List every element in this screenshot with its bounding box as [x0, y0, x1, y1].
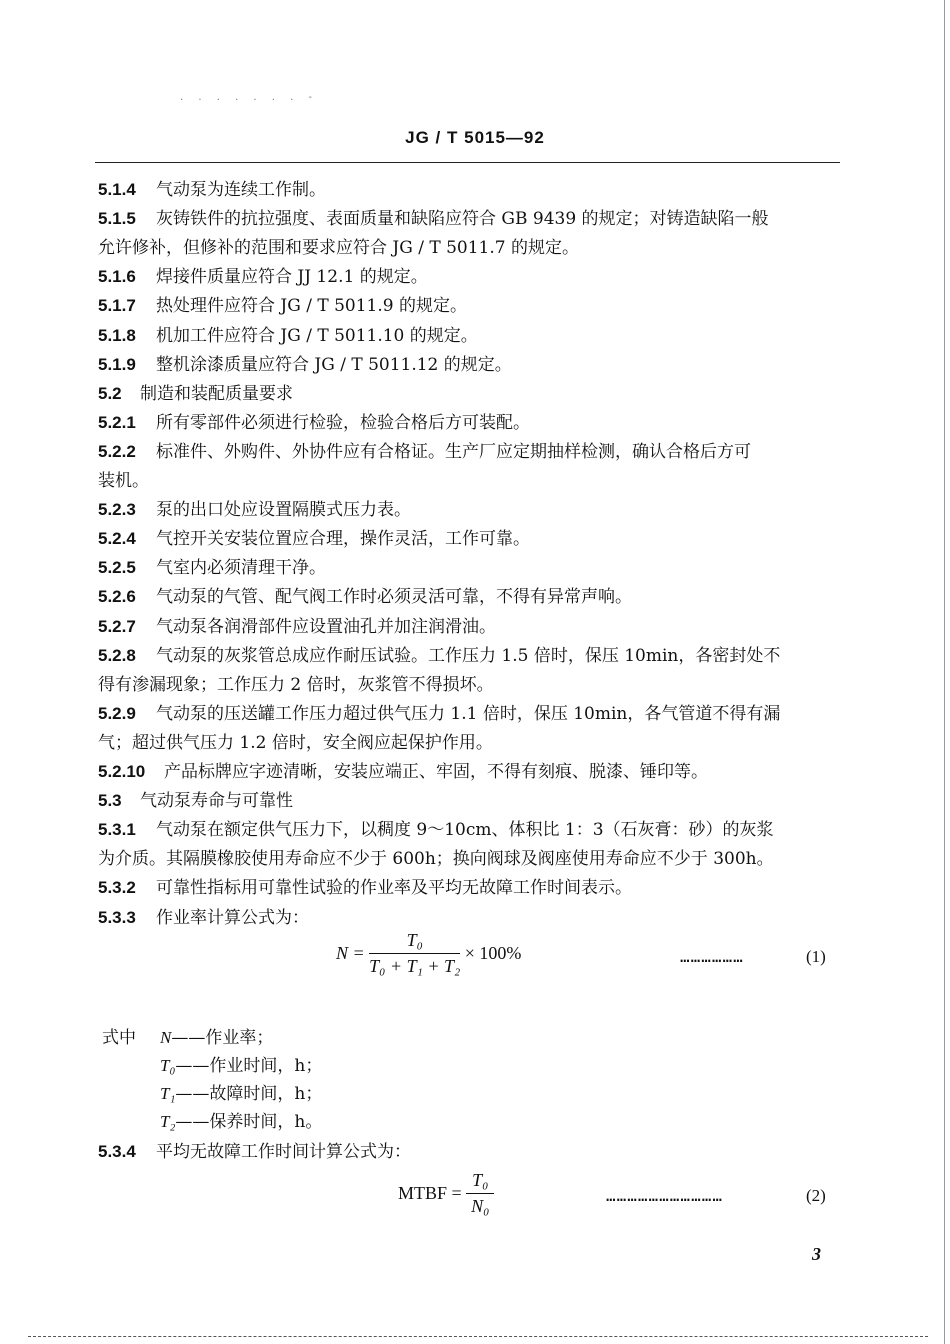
where-description: ——作业率；: [171, 1028, 274, 1048]
continuation-text: 允许修补，但修补的范围和要求应符合 JG / T 5011.7 的规定。: [98, 238, 579, 258]
text-line: [98, 554, 840, 582]
where-description: ——保养时间，h。: [175, 1112, 323, 1132]
formula-2-number: (2): [806, 1186, 826, 1205]
clause-number: 5.2.6: [98, 587, 136, 606]
where-item: [160, 1052, 322, 1080]
header-rule: [95, 162, 840, 163]
where-item: [160, 1080, 322, 1108]
text-line: [98, 700, 840, 728]
clause-text: 气动泵的压送罐工作压力超过供气压力 1.1 倍时，保压 10min，各气管道不得有漏: [156, 704, 781, 724]
text-line: [98, 176, 840, 204]
text-line: [98, 729, 840, 757]
text-line: [98, 787, 840, 815]
clause-number: 5.1.9: [98, 355, 136, 374]
clause-number: 5.3.2: [98, 878, 136, 897]
scan-edge-right: [944, 0, 945, 1344]
where-item: [160, 1024, 273, 1052]
where-label: 式中: [102, 1028, 136, 1048]
where-item: [160, 1108, 322, 1136]
clause-text: 气动泵在额定供气压力下，以稠度 9～10cm、体积比 1：3（石灰膏：砂）的灰浆: [156, 820, 774, 840]
clause-number: 5.1.4: [98, 180, 136, 199]
page-number: 3: [812, 1244, 821, 1264]
clause-number: 5.2.9: [98, 704, 136, 723]
continuation-text: 气；超过供气压力 1.2 倍时，安全阀应起保护作用。: [98, 733, 493, 753]
clause-text: 气动泵的气管、配气阀工作时必须灵活可靠，不得有异常声响。: [156, 587, 632, 607]
where-symbol: T₀: [160, 1056, 176, 1075]
continuation-text: 得有渗漏现象；工作压力 2 倍时，灰浆管不得损坏。: [98, 675, 494, 695]
clause-text: 气室内必须清理干净。: [156, 558, 326, 578]
text-line: [98, 904, 840, 932]
clause-text: 所有零部件必须进行检验，检验合格后方可装配。: [156, 413, 530, 433]
section-title: 气动泵寿命与可靠性: [140, 791, 293, 811]
clause-number: 5.2.4: [98, 529, 136, 548]
text-line: [98, 380, 840, 408]
section-number: 5.2: [98, 384, 122, 403]
text-line: [98, 263, 840, 291]
clause-text: 灰铸铁件的抗拉强度、表面质量和缺陷应符合 GB 9439 的规定；对铸造缺陷一般: [156, 209, 769, 229]
formula-2-denominator: N₀: [471, 1196, 490, 1216]
clause-number: 5.1.8: [98, 326, 136, 345]
clause-number: 5.2.1: [98, 413, 136, 432]
formula-1-suffix: × 100%: [464, 943, 522, 963]
text-line: [98, 583, 840, 611]
formula-2-fraction: [466, 1170, 494, 1217]
clause-text: 机加工件应符合 JG / T 5011.10 的规定。: [156, 326, 478, 346]
formula-2-numerator: T₀: [466, 1170, 494, 1194]
clause-number: 5.2.2: [98, 442, 136, 461]
where-symbol: T₂: [160, 1112, 176, 1131]
text-line: [98, 758, 840, 786]
clause-number: 5.1.6: [98, 267, 136, 286]
text-line: [98, 234, 840, 262]
text-line: [98, 613, 840, 641]
clause-number: 5.3.1: [98, 820, 136, 839]
clause-number: 5.2.5: [98, 558, 136, 577]
clause-text: 气动泵为连续工作制。: [156, 180, 326, 200]
scan-artifact: . . . . . . . -: [180, 92, 318, 103]
formula-1-denominator: T₀ + T₁ + T₂: [369, 956, 461, 976]
where-description: ——作业时间，h；: [175, 1056, 323, 1076]
text-line: [98, 525, 840, 553]
clause-number: 5.3.4: [98, 1142, 136, 1161]
clause-5-3-4: [98, 1138, 840, 1166]
text-line: [98, 322, 840, 350]
clause-text: 气动泵各润滑部件应设置油孔并加注润滑油。: [156, 617, 496, 637]
formula-1: [336, 930, 521, 977]
clause-text: 作业率计算公式为：: [156, 908, 309, 928]
text-line: [98, 642, 840, 670]
where-symbol: N: [160, 1028, 172, 1047]
clause-number: 5.2.10: [98, 762, 146, 781]
clause-number: 5.3.3: [98, 908, 136, 927]
clause-text: 焊接件质量应符合 JJ 12.1 的规定。: [156, 267, 428, 287]
continuation-text: 装机。: [98, 471, 149, 491]
clause-number: 5.2.8: [98, 646, 136, 665]
section-title: 制造和装配质量要求: [140, 384, 293, 404]
text-line: [98, 205, 840, 233]
section-number: 5.3: [98, 791, 122, 810]
clause-text: 整机涂漆质量应符合 JG / T 5011.12 的规定。: [156, 355, 512, 375]
text-line: [98, 816, 840, 844]
clause-number: 5.1.7: [98, 296, 136, 315]
clause-number: 5.1.5: [98, 209, 136, 228]
formula-1-lhs: N =: [336, 943, 365, 963]
formula-2-lhs: MTBF =: [398, 1183, 462, 1203]
text-line: [98, 438, 840, 466]
formula-1-number: (1): [806, 947, 826, 966]
text-line: [98, 496, 840, 524]
clause-text: 气控开关安装位置应合理，操作灵活，工作可靠。: [156, 529, 530, 549]
clause-text: 可靠性指标用可靠性试验的作业率及平均无故障工作时间表示。: [156, 878, 632, 898]
clause-text: 泵的出口处应设置隔膜式压力表。: [156, 500, 411, 520]
clause-text: 气动泵的灰浆管总成应作耐压试验。工作压力 1.5 倍时，保压 10min，各密封处不: [156, 646, 781, 666]
continuation-text: 为介质。其隔膜橡胶使用寿命应不少于 600h；换向阀球及阀座使用寿命应不少于 300h。: [98, 849, 774, 869]
text-line: [98, 292, 840, 320]
text-line: [98, 845, 840, 873]
page-header: JG / T 5015—92: [405, 128, 545, 147]
text-line: [98, 467, 840, 495]
text-line: [98, 351, 840, 379]
formula-2-leader-dots: ……………………………: [606, 1186, 723, 1205]
clause-number: 5.2.3: [98, 500, 136, 519]
clause-text: 产品标牌应字迹清晰，安装应端正、牢固，不得有刻痕、脱漆、锤印等。: [164, 762, 708, 782]
clause-text: 热处理件应符合 JG / T 5011.9 的规定。: [156, 296, 467, 316]
where-symbol: T₁: [160, 1084, 176, 1103]
formula-1-leader-dots: ………………: [680, 947, 744, 966]
formula-2: [398, 1170, 494, 1217]
clause-number: 5.2.7: [98, 617, 136, 636]
text-line: [98, 874, 840, 902]
text-line: [98, 409, 840, 437]
formula-1-fraction: [369, 930, 460, 977]
clause-text: 平均无故障工作时间计算公式为：: [156, 1142, 411, 1162]
formula-1-numerator: T₀: [369, 930, 460, 954]
clause-text: 标准件、外购件、外协件应有合格证。生产厂应定期抽样检测，确认合格后方可: [156, 442, 751, 462]
where-description: ——故障时间，h；: [175, 1084, 323, 1104]
scan-edge-bottom: [28, 1336, 928, 1337]
text-line: [98, 671, 840, 699]
